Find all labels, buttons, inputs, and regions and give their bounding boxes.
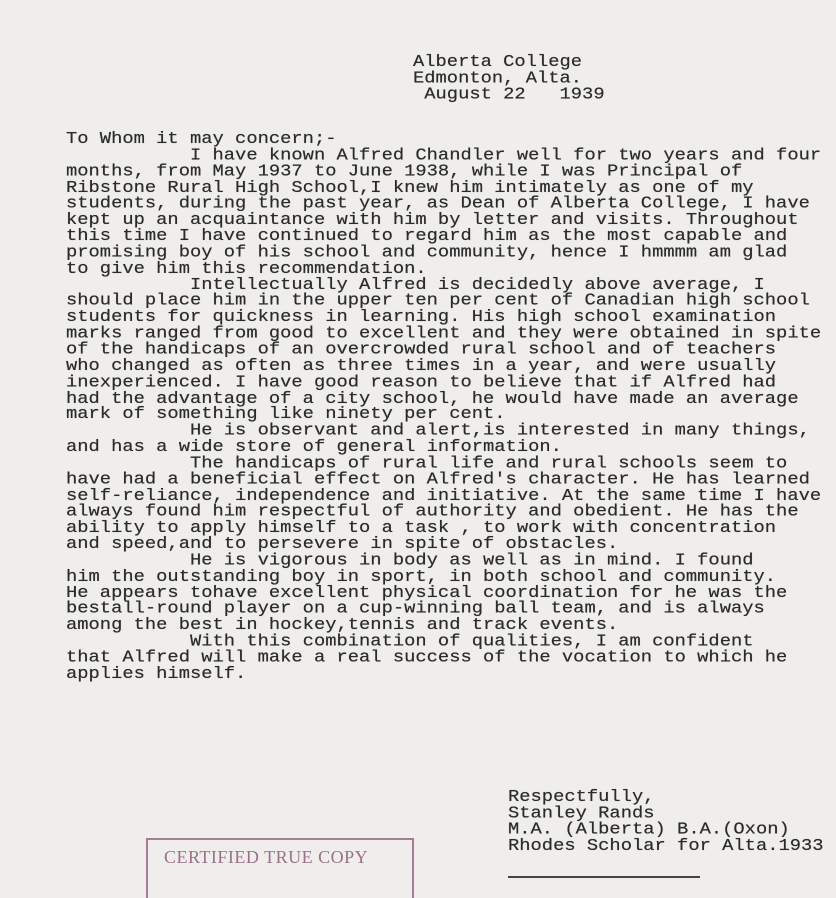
letter-line: always found him respectful of authority and obedient. He has the [66,502,799,521]
signature-line-text: Respectfully, [508,787,655,807]
letter-line: self-reliance, independence and initiative. At the same time I have [66,485,822,505]
signature-block [508,789,824,854]
address-line: August 22 1939 [413,84,605,104]
letter-line: that Alfred will make a real success of the vocation to which he [66,647,788,667]
letter-line: who changed as often as three times in a year, and were usually [66,356,777,376]
certified-true-copy-stamp [146,838,414,898]
letter-line: He appears tohave excellent physical coordination for he was the [66,583,788,602]
letter-line: Ribstone Rural High School,I knew him intimately as one of my [66,177,754,197]
signature-line-text: Rhodes Scholar for Alta.1933 [508,835,824,855]
letter-line: students for quickness in learning. His high school examination [66,307,777,327]
letter-line: him the outstanding boy in sport, in both school and community. [66,566,777,586]
letter-line: I have known Alfred Chandler well for two years and four [66,145,822,165]
letter-line: bestall-round player on a cup-winning ball team, and is always [66,599,765,619]
letter-line: had the advantage of a city school, he would have made an average [66,388,799,408]
address-line: Edmonton, Alta. [413,68,583,88]
letter-line: ability to apply himself to a task , to work with concentration [66,518,777,538]
letterhead-address [413,54,605,103]
letter-line: months, from May 1937 to June 1938, while I was Principal of [66,161,743,181]
letter-line: applies himself. [66,664,247,683]
letter-line: He is vigorous in body as well as in mind. I found [66,550,754,570]
address-line: Alberta College [413,52,583,72]
letter-line: promising boy of his school and community, hence I hmmmm am glad [66,242,788,262]
letter-line: to give him this recommendation. [66,258,427,278]
signature-line [508,876,700,878]
letter-line: have had a beneficial effect on Alfred's character. He has learned [66,469,810,489]
letter-body [66,131,821,682]
letter-line: and has a wide store of general information. [66,437,562,457]
letter-line: He is observant and alert,is interested in many things, [66,420,810,440]
letter-line: kept up an acquaintance with him by letter and visits. Throughout [66,210,799,230]
letter-line: this time I have continued to regard him as the most capable and [66,226,788,246]
letter-line: The handicaps of rural life and rural schools seem to [66,453,788,473]
letter-line: mark of something like ninety per cent. [66,404,506,424]
letter-line: To Whom it may concern;- [66,129,337,149]
letter-line: inexperienced. I have good reason to believe that if Alfred had [66,372,777,392]
signature-line-text: M.A. (Alberta) B.A.(Oxon) [508,819,790,839]
letter-line: and speed,and to persevere in spite of obstacles. [66,534,619,554]
signature-line-text: Stanley Rands [508,803,655,823]
letter-line: should place him in the upper ten per cent of Canadian high school [66,291,810,311]
stamp-text: CERTIFIED TRUE COPY [164,847,369,867]
letter-line: students, during the past year, as Dean of Alberta College, I have [66,194,810,214]
letter-line: Intellectually Alfred is decidedly above average, I [66,275,765,295]
letter-line: With this combination of qualities, I am confident [66,631,754,651]
letter-line: of the handicaps of an overcrowded rural school and of teachers [66,339,777,359]
letter-line: marks ranged from good to excellent and they were obtained in spite [66,323,822,343]
letter-line: among the best in hockey,tennis and track events. [66,615,619,635]
